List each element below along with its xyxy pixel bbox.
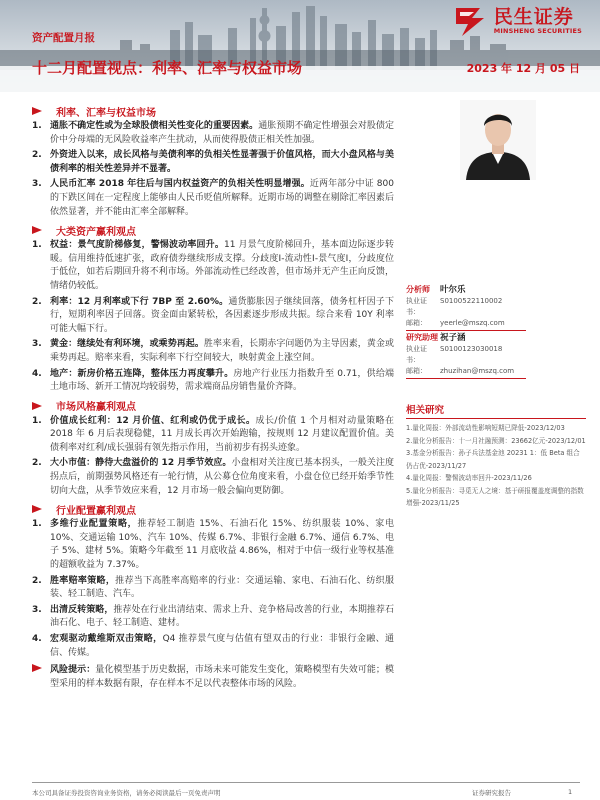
footer-divider [32,782,580,783]
section-heading-text: 利率、汇率与权益市场 [56,107,156,119]
list-item [32,178,394,219]
report-date: 2023 年 12 月 05 日 [466,62,580,75]
item-key-point: 宏观驱动戴维斯双击策略， [50,634,163,644]
section-heading [32,223,394,237]
item-key-point: 黄金：继续处有利环境，或乘势再起。 [50,339,204,350]
cert-label: 执业证书： [406,345,427,364]
item-number: 1. [32,121,42,131]
item-text [50,338,394,365]
item-text [50,518,394,572]
report-type-label: 资产配置月报 [32,32,95,44]
logo-chinese-text: 民生证券 [493,6,574,28]
item-text [50,239,394,293]
cert-number: S0100522110002 [440,297,503,305]
item-detail: Q4 推荐景气度与估值有望双击的行业：非银行金融、通信、传媒。 [50,634,394,658]
header-banner [0,0,600,92]
analyst-portrait-icon [460,100,536,180]
item-detail: 通货膨胀因子继续回落，债务杠杆因子下行，短期利率因子回落。资金面由紧转松，各因素逐步形成共振。综合来看 10Y 利率可能大幅下行。 [50,296,394,334]
item-detail: 小盘相对关注度已基本拐头，一般关注度拐点后，前期强势风格还有一轮行情，从公募仓位角度来看，小盘仓位已经开始季节性切向大盘，从季节效应来看，12 月市场一般会偏向更防御。 [50,458,394,496]
item-text [50,604,394,631]
item-text [50,296,394,337]
analyst-cert-row [406,344,586,366]
item-detail: 成长/价值 1 个月相对动量策略在 2018 年 6 月后表现稳健，11 月成长再次开始跑输，按规则 12 月建议配置价值。美债利率对红利/成长强弱有领先指示作用，当前初步有拐头迹象。 [50,415,394,453]
logo-english-text: MINSHENG SECURITIES [493,27,582,35]
section-heading-text: 大类资产赢利观点 [56,226,136,238]
list-item [32,368,394,395]
list-item [32,120,394,147]
item-key-point: 大小市值：静待大盘溢价的 12 月季节效应。 [50,458,232,469]
page-number: 1 [568,788,573,796]
related-research-link[interactable]: 5.量化分析报告：寻觅无人之境：基于研报覆盖度调整的指数增强-2023/11/25 [406,486,584,507]
analyst-name-row [406,284,586,296]
section-heading [32,399,394,413]
item-detail: 房地产行业压力指数升至 0.71，供给端土地市场、新开工情况均较弱势，需求端商品房销售量价齐降。 [50,368,394,393]
item-text [50,415,394,456]
item-number: 4. [32,368,42,379]
analyst-divider [406,330,526,331]
related-research-link[interactable]: 4.量化周报：警惕波动率回升-2023/11/26 [406,474,532,482]
item-key-point: 价值成长红利：12 月价值、红利或仍优于成长。 [50,415,256,426]
section-heading-text: 行业配置赢利观点 [56,505,136,517]
item-text [50,633,394,660]
item-number: 3. [32,179,42,190]
item-key-point: 人民币汇率 2018 年往后与国内权益资产的负相关性明显增强。 [50,179,310,190]
main-content [32,100,394,691]
related-research-link[interactable]: 3.基金分析报告：孙子兵法基金池 20231 1：低 Beta 组合仍占优-2023/11/27 [406,449,580,470]
item-text [50,149,394,176]
item-detail: 推荐轻工制造 15%、石油石化 15%、纺织服装 10%、家电 10%、交通运输 10%、汽车 10%、传媒 6.7%、非银行金融 6.7%、通信 6.7%、电子 5%、建材 5%。策略今年截至 11 月底收益 4.86%，相对于中信一级行业等权基准的超额收益为 7.37%。 [50,519,394,571]
section-arrow-icon [32,505,42,513]
item-number: 2. [32,575,42,586]
item-text [50,457,394,498]
email-label: 邮箱： [406,319,427,327]
item-number: 2. [32,296,42,307]
item-detail: 推荐处在行业出清结束、需求上升、竞争格局改善的行业，本期推荐石油石化、电子、轻工制造、建材。 [50,604,394,629]
analyst-divider [406,378,526,379]
list-item [32,604,394,631]
related-research-heading: 相关研究 [406,402,586,419]
item-key-point: 通胀不确定性或为全球股债相关性变化的重要因素。 [50,121,259,131]
item-number: 3. [32,604,42,615]
analyst-photo [460,100,536,180]
item-number: 2. [32,458,42,469]
item-detail: 11 月景气度阶梯回升，基本面边际逐步转暖。信用维持低速扩张，政府债券继续形成支撑。分歧度Ⅰ-流动性Ⅰ-景气度Ⅰ，分歧度位于低位，如若后期回升将不利市场。外部流动性已经改善，但市场并无产生正向反馈，情绪仍较低。 [50,240,394,291]
list-item [32,633,394,660]
minsheng-logo-icon [450,4,490,38]
analyst-name: 叶尔乐 [440,285,466,295]
item-key-point: 多维行业配置策略， [50,519,138,530]
list-item [32,239,394,293]
item-number: 1. [32,415,42,426]
list-item [32,338,394,365]
analyst-cert-row [406,296,586,318]
item-detail: 推荐当下高胜率高赔率的行业：交通运输、家电、石油石化、纺织服装、轻工制造、汽车。 [50,575,394,600]
email-link[interactable]: zhuzihan@mszq.com [440,367,515,375]
section-heading [32,104,394,118]
item-text [50,368,394,395]
email-link[interactable]: yeerle@mszq.com [440,319,505,327]
item-key-point: 胜率赔率策略， [50,575,116,586]
analyst-email-row [406,318,586,329]
item-key-point: 地产：新房价格五连降，整体压力再度攀升。 [50,368,234,379]
risk-detail: 量化模型基于历史数据，市场未来可能发生变化，策略模型有失效可能；模型采用的样本数据有限，存在样本不足以代表整体市场的风险。 [50,665,394,689]
list-item [32,415,394,456]
item-number: 1. [32,240,42,251]
list-item [32,296,394,337]
brand-logo [450,4,582,38]
footer-disclaimer: 本公司具备证券投资咨询业务资格，请务必阅读最后一页免责声明 [32,789,221,797]
related-research-link[interactable]: 1.量化周报：外部流动性影响短期已降低-2023/12/03 [406,424,565,432]
risk-text [50,664,394,691]
analyst-name: 祝子涵 [440,333,466,343]
report-title: 十二月配置视点：利率、汇率与权益市场 [32,59,303,77]
analyst-email-row [406,366,586,377]
section-heading [32,502,394,516]
list-item [32,149,394,176]
analyst-name-row [406,332,586,344]
section-heading-text: 市场风格赢利观点 [56,402,136,414]
risk-arrow-icon [32,664,50,691]
email-label: 邮箱： [406,367,427,375]
item-number: 4. [32,634,42,644]
item-key-point: 外资进入以来，成长风格与美债利率的负相关性显著强于价值风格，而大小盘风格与美债利率的相关性差异并不显著。 [50,150,394,174]
cert-label: 执业证书： [406,297,427,316]
item-number: 1. [32,519,42,530]
item-number: 2. [32,150,42,161]
related-research-link[interactable]: 2.量化分析报告：十一月社融预测：23662亿元-2023/12/01 [406,436,586,445]
item-key-point: 利率：12 月利率或下行 7BP 至 2.60%。 [50,296,229,307]
risk-label: 风险提示： [50,665,96,676]
item-text [50,120,394,147]
cert-number: S0100123030018 [440,345,503,353]
item-text [50,575,394,602]
related-research [406,402,586,510]
section-arrow-icon [32,402,42,410]
risk-warning [32,664,394,691]
item-number: 3. [32,339,42,350]
list-item [32,518,394,572]
section-arrow-icon [32,107,42,115]
list-item [32,575,394,602]
item-detail: 胜率来看，长期赤字问题仍为主导因素，黄金或乘势再起。赔率来看，实际利率下行空间较大，映射黄金上涨空间。 [50,339,394,363]
analyst-block [406,284,586,380]
item-key-point: 出清反转策略， [50,604,114,615]
item-detail: 近两年部分中证 800 的下跌区间在一定程度上能够由人民币贬值所解释。近期市场的调整在剔除汇率因素后依然显著，并不能由汇率全部解释。 [50,179,394,217]
item-key-point: 权益：景气度阶梯修复，警惕波动率回升。 [50,240,224,251]
analyst-role: 研究助理 [406,333,438,342]
analyst-role: 分析师 [406,285,430,294]
footer-doc-type: 证券研究报告 [472,789,511,797]
item-detail: 通胀预期不确定性增强会对股债定价中分母端的无风险收益率产生扰动，从而使得股债正相关性加强。 [50,121,394,145]
section-arrow-icon [32,226,42,234]
list-item [32,457,394,498]
item-text [50,178,394,219]
